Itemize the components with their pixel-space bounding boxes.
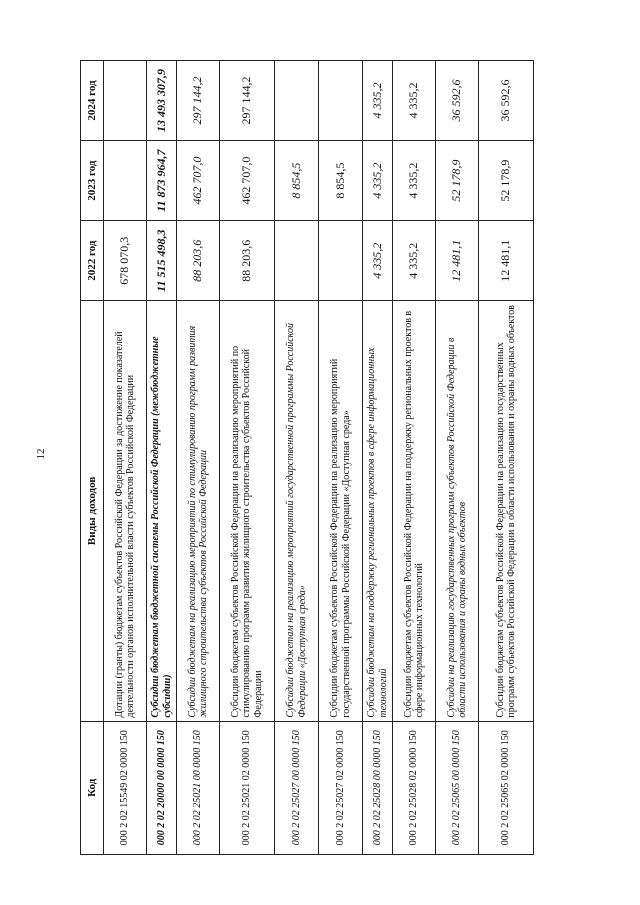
cell-name: Субсидии бюджетам субъектов Российской Федерации на реализацию мероприятий по стимулированию программ развития жилищного строительства субъектов Российской Федерации [220, 301, 275, 721]
table-row [436, 61, 479, 855]
cell-name: Субсидии бюджетам на реализацию мероприятий государственной программы Российской Федерации «Доступная среда» [275, 301, 319, 721]
cell-name: Субсидии бюджетам субъектов Российской Федерации на реализацию государственных программ субъектов Российской Федерации в области использования и охраны водных объектов [479, 301, 534, 721]
cell-2024 [319, 61, 363, 141]
cell-name: Субсидии бюджетам субъектов Российской Федерации на реализацию мероприятий государственной программы Российской Федерации «Доступная среда» [319, 301, 363, 721]
table-row [220, 61, 275, 855]
table-row [104, 61, 147, 855]
cell-2022 [319, 221, 363, 301]
cell-2022: 678 070,3 [104, 221, 147, 301]
cell-2024: 297 144,2 [177, 61, 220, 141]
cell-code: 000 2 02 25065 02 0000 150 [479, 721, 534, 854]
cell-name: Субсидии бюджетам на реализацию мероприятий по стимулированию программ развития жилищного строительства субъектов Российской Федерации [177, 301, 220, 721]
cell-2023: 52 178,9 [436, 141, 479, 221]
cell-2023: 462 707,0 [220, 141, 275, 221]
cell-2023: 4 335,2 [393, 141, 436, 221]
cell-2022: 12 481,1 [479, 221, 534, 301]
table-row [363, 61, 393, 855]
revenue-table-container [80, 60, 538, 855]
cell-code: 000 2 02 25021 02 0000 150 [220, 721, 275, 854]
table-row [177, 61, 220, 855]
cell-2022: 88 203,6 [220, 221, 275, 301]
cell-2023: 8 854,5 [319, 141, 363, 221]
cell-2023: 11 873 964,7 [147, 141, 177, 221]
cell-name: Субсидии на реализацию государственных программ субъектов Российской Федерации в области использования и охраны водных объектов [436, 301, 479, 721]
cell-code: 000 2 02 25027 00 0000 150 [275, 721, 319, 854]
cell-name: Субсидии бюджетам субъектов Российской Федерации на поддержку региональных проектов в сфере информационных технологий [393, 301, 436, 721]
cell-2023: 8 854,5 [275, 141, 319, 221]
revenue-table [80, 60, 534, 855]
cell-code: 000 2 02 25028 02 0000 150 [393, 721, 436, 854]
cell-name: Субсидии бюджетам на поддержку региональных проектов в сфере информационных технологий [363, 301, 393, 721]
cell-2024: 4 335,2 [363, 61, 393, 141]
header-name: Виды доходов [81, 301, 104, 721]
cell-code: 000 2 02 25065 00 0000 150 [436, 721, 479, 854]
cell-2024: 36 592,6 [479, 61, 534, 141]
header-2024: 2024 год [81, 61, 104, 141]
cell-code: 000 2 02 20000 00 0000 150 [147, 721, 177, 854]
cell-2024 [275, 61, 319, 141]
cell-2024: 4 335,2 [393, 61, 436, 141]
table-row [479, 61, 534, 855]
cell-2022 [275, 221, 319, 301]
cell-2024: 297 144,2 [220, 61, 275, 141]
cell-name: Субсидии бюджетам бюджетной системы Российской Федерации (межбюджетные субсидии) [147, 301, 177, 721]
table-row [319, 61, 363, 855]
cell-code: 000 2 02 15549 02 0000 150 [104, 721, 147, 854]
cell-2023: 4 335,2 [363, 141, 393, 221]
table-row [275, 61, 319, 855]
cell-code: 000 2 02 25028 00 0000 150 [363, 721, 393, 854]
table-header-row [81, 61, 104, 855]
cell-2022: 4 335,2 [393, 221, 436, 301]
cell-2023: 52 178,9 [479, 141, 534, 221]
header-code: Код [81, 721, 104, 854]
cell-2022: 11 515 498,3 [147, 221, 177, 301]
cell-2022: 88 203,6 [177, 221, 220, 301]
cell-code: 000 2 02 25021 00 0000 150 [177, 721, 220, 854]
header-2022: 2022 год [81, 221, 104, 301]
cell-2022: 4 335,2 [363, 221, 393, 301]
cell-2023: 462 707,0 [177, 141, 220, 221]
cell-2024: 13 493 307,9 [147, 61, 177, 141]
cell-2024 [104, 61, 147, 141]
cell-2024: 36 592,6 [436, 61, 479, 141]
cell-code: 000 2 02 25027 02 0000 150 [319, 721, 363, 854]
table-row [147, 61, 177, 855]
page-number: 12 [35, 448, 47, 460]
cell-name: Дотации (гранты) бюджетам субъектов Российской Федерации за достижение показателей деятельности органов исполнительной власти субъектов Российской Федерации [104, 301, 147, 721]
cell-2023 [104, 141, 147, 221]
table-row [393, 61, 436, 855]
header-2023: 2023 год [81, 141, 104, 221]
cell-2022: 12 481,1 [436, 221, 479, 301]
